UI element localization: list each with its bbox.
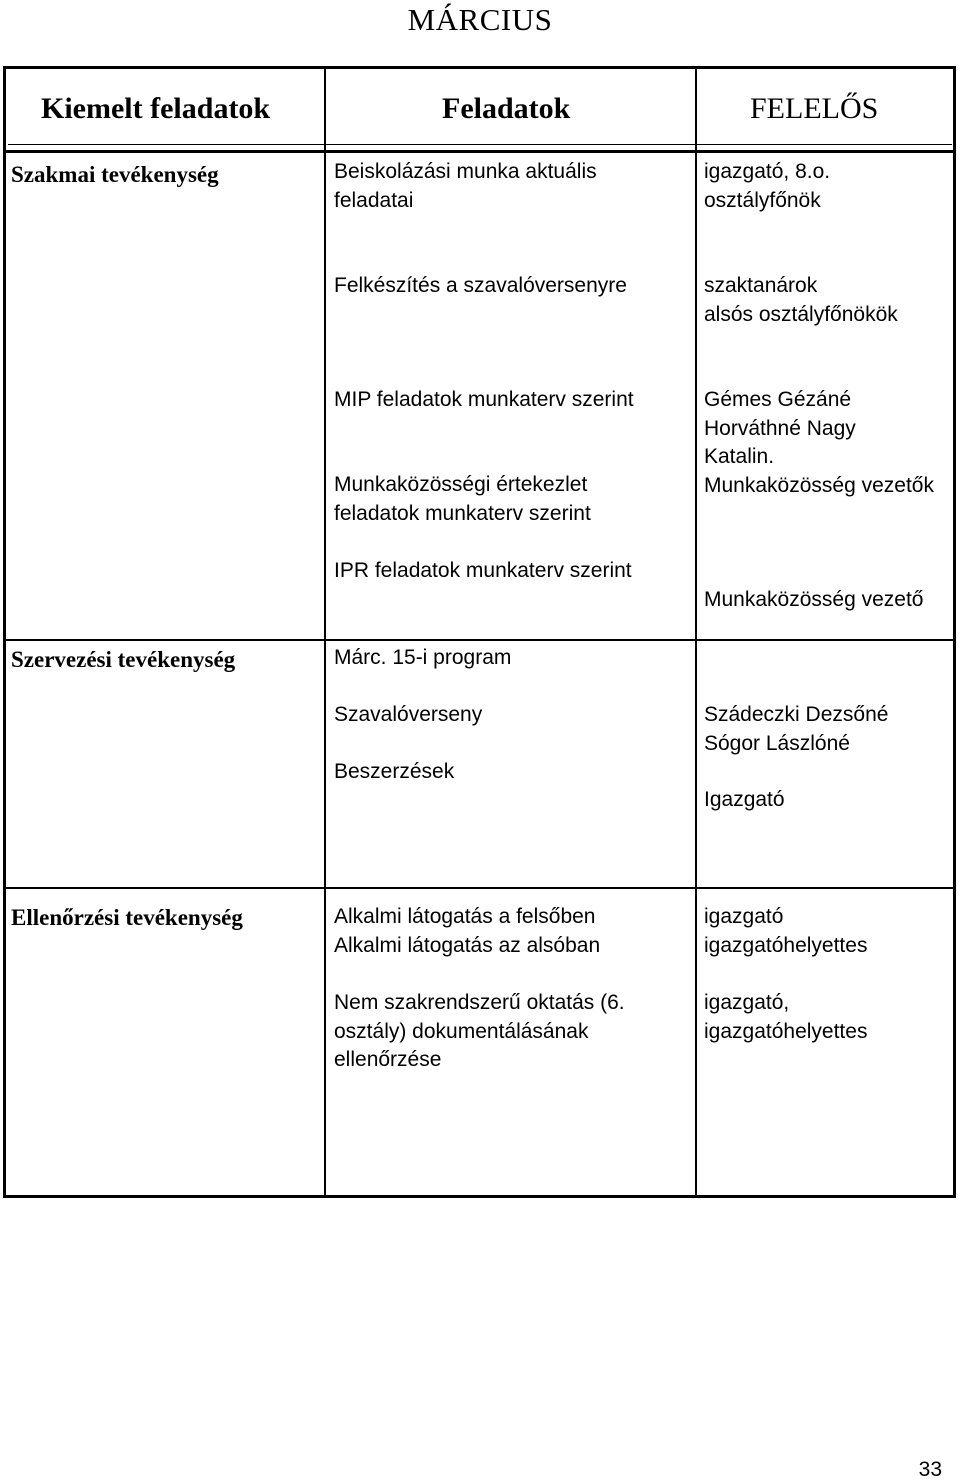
- task-ipr: IPR feladatok munkaterv szerint: [334, 559, 632, 582]
- row-divider-1: [3, 639, 956, 641]
- category-szervezesi: Szervezési tevékenység: [11, 647, 236, 672]
- table-border-header-bottom-inner: [8, 144, 952, 145]
- task-alkalmi-latogatas: Alkalmi látogatás a felsőben Alkalmi látogatás az alsóban: [334, 905, 601, 957]
- responsible-igazgato-helyettes-2: igazgató, igazgatóhelyettes: [704, 991, 868, 1043]
- page-number: 33: [918, 1458, 942, 1481]
- table-border-right: [953, 66, 956, 1198]
- task-marc15: Márc. 15-i program: [334, 646, 512, 669]
- task-beiskolazas: Beiskolázási munka aktuális feladatai: [334, 160, 597, 212]
- responsible-igazgato-helyettes-1: igazgató igazgatóhelyettes: [704, 905, 868, 957]
- responsible-gemes: Gémes Gézáné Horváthné Nagy Katalin. Munkaközösség vezetők: [704, 388, 934, 497]
- responsible-igazgato-8o: igazgató, 8.o. osztályfőnök: [704, 160, 831, 212]
- task-felkeszites: Felkészítés a szavalóversenyre: [334, 274, 627, 297]
- table-border-top: [3, 66, 956, 69]
- header-kiemelt: Kiemelt feladatok: [41, 92, 271, 125]
- task-beszerzesek: Beszerzések: [334, 760, 455, 783]
- task-nem-szakrendszeru: Nem szakrendszerű oktatás (6. osztály) dokumentálásának ellenőrzése: [334, 991, 625, 1072]
- category-szakmai: Szakmai tevékenység: [11, 162, 219, 187]
- task-szavaloverseny: Szavalóverseny: [334, 703, 483, 726]
- responsible-munkakozosseg-vezeto: Munkaközösség vezető: [704, 588, 924, 611]
- responsible-szadeczki: Szádeczki Dezsőné Sógor Lászlóné: [704, 703, 889, 755]
- category-ellenorzesi: Ellenőrzési tevékenység: [11, 905, 243, 930]
- task-munkakozossegi: Munkaközösségi értekezlet feladatok munkaterv szerint: [334, 473, 591, 525]
- column-divider-2: [695, 66, 697, 1198]
- header-feladatok: Feladatok: [442, 92, 571, 125]
- row-divider-2: [3, 887, 956, 889]
- header-felelos: FELELŐS: [750, 92, 879, 125]
- column-divider-1: [324, 66, 326, 1198]
- table-border-left: [3, 66, 6, 1198]
- responsible-szaktanarok: szaktanárok alsós osztályfőnökök: [704, 274, 898, 326]
- table-border-bottom: [3, 1195, 956, 1198]
- table-border-header-bottom: [3, 150, 956, 153]
- responsible-igazgato: Igazgató: [704, 788, 785, 811]
- task-mip: MIP feladatok munkaterv szerint: [334, 388, 634, 411]
- page-title: MÁRCIUS: [407, 2, 553, 37]
